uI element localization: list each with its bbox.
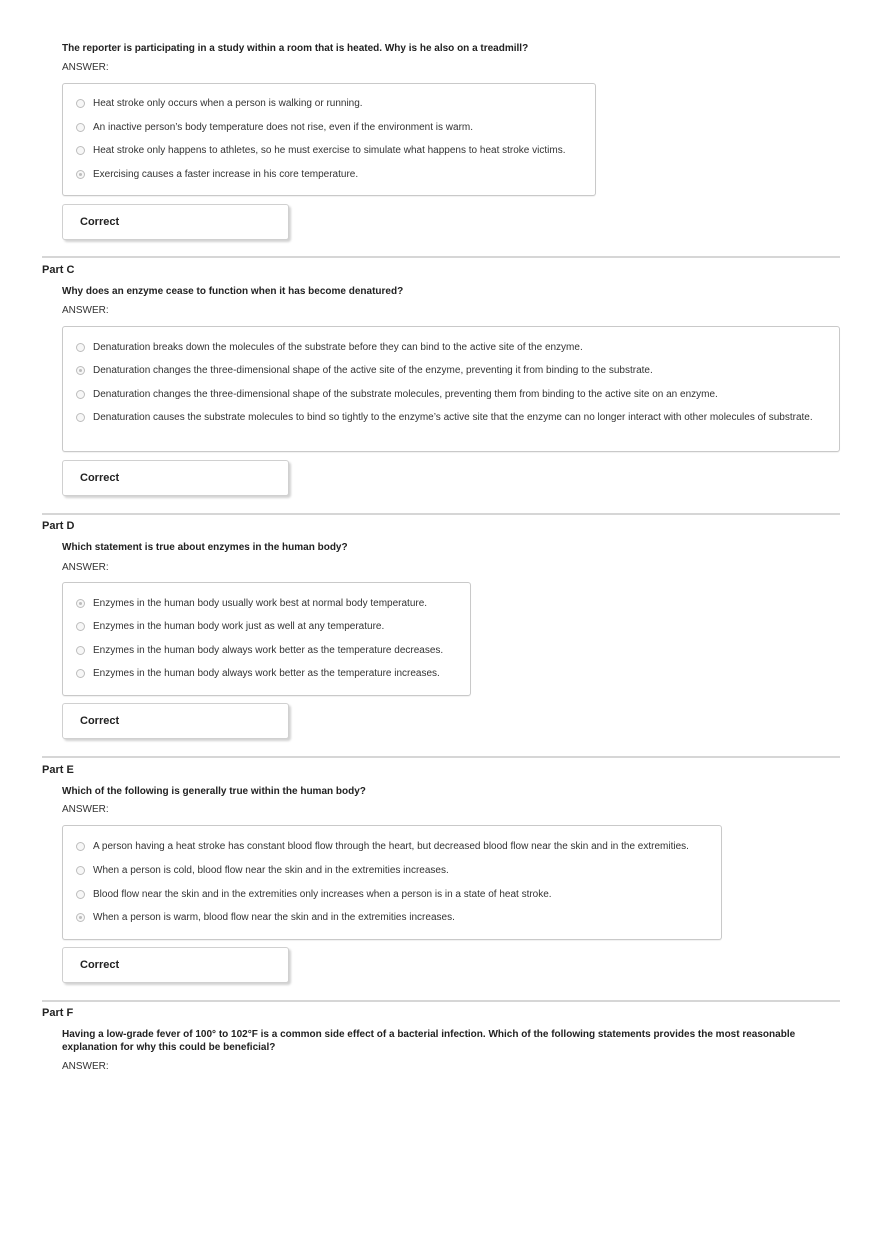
radio-button[interactable] — [76, 890, 85, 899]
choice-text: Heat stroke only occurs when a person is walking or running. — [93, 98, 363, 109]
question-part-f: Having a low-grade fever of 100° to 102°F is a common side effect of a bacterial infection. Which of the following statements provides the most reasonable explanation for why this could be beneficial? — [62, 1029, 796, 1053]
question-part-c: Why does an enzyme cease to function when it has become denatured? — [62, 286, 404, 297]
section-divider — [42, 1000, 840, 1002]
feedback-correct: Correct — [62, 947, 289, 983]
radio-button[interactable] — [76, 123, 85, 132]
question-part-b: The reporter is participating in a study within a room that is heated. Why is he also on a treadmill? — [62, 43, 529, 54]
answer-choice[interactable] — [63, 667, 460, 680]
radio-button[interactable] — [76, 646, 85, 655]
feedback-correct: Correct — [62, 204, 289, 240]
answer-choice[interactable] — [63, 97, 585, 110]
choice-text: Exercising causes a faster increase in his core temperature. — [93, 169, 359, 180]
answer-choices — [62, 825, 722, 940]
answer-choice[interactable] — [63, 341, 829, 354]
answer-choice[interactable] — [63, 121, 585, 134]
radio-button[interactable] — [76, 99, 85, 108]
choice-text: Enzymes in the human body usually work best at normal body temperature. — [93, 598, 428, 609]
radio-button[interactable] — [76, 146, 85, 155]
radio-button[interactable] — [76, 866, 85, 875]
section-divider — [42, 256, 840, 258]
answer-choice[interactable] — [63, 144, 585, 157]
part-title: Part D — [42, 520, 75, 532]
part-title: Part E — [42, 764, 74, 776]
answer-choice[interactable] — [63, 864, 711, 877]
question-part-e: Which of the following is generally true within the human body? — [62, 786, 366, 797]
radio-button-selected[interactable] — [76, 913, 85, 922]
answer-choices — [62, 326, 840, 452]
radio-button[interactable] — [76, 413, 85, 422]
radio-button-selected[interactable] — [76, 366, 85, 375]
feedback-correct: Correct — [62, 703, 289, 739]
choice-text: Denaturation causes the substrate molecules to bind so tightly to the enzyme’s active site that the enzyme can no longer interact with other molecules of substrate. — [93, 412, 813, 423]
answer-choice[interactable] — [63, 388, 829, 401]
part-title: Part F — [42, 1007, 74, 1019]
answer-label: ANSWER: — [62, 804, 109, 815]
answer-label: ANSWER: — [62, 1061, 109, 1072]
answer-choice[interactable] — [63, 840, 711, 853]
radio-button[interactable] — [76, 343, 85, 352]
choice-text: Heat stroke only happens to athletes, so he must exercise to simulate what happens to heat stroke victims. — [93, 145, 566, 156]
answer-choices — [62, 582, 471, 696]
radio-button[interactable] — [76, 390, 85, 399]
answer-choice[interactable] — [63, 888, 711, 901]
section-divider — [42, 513, 840, 515]
answer-choice[interactable] — [63, 911, 711, 924]
choice-text: Enzymes in the human body work just as well at any temperature. — [93, 621, 385, 632]
answer-choice[interactable] — [63, 364, 829, 377]
answer-label: ANSWER: — [62, 562, 109, 573]
answer-choice[interactable] — [63, 411, 829, 424]
feedback-correct: Correct — [62, 460, 289, 496]
radio-button[interactable] — [76, 622, 85, 631]
choice-text: An inactive person’s body temperature does not rise, even if the environment is warm. — [93, 122, 474, 133]
radio-button[interactable] — [76, 842, 85, 851]
section-divider — [42, 756, 840, 758]
choice-text: Enzymes in the human body always work better as the temperature decreases. — [93, 645, 444, 656]
question-part-d: Which statement is true about enzymes in the human body? — [62, 542, 348, 553]
choice-text: Denaturation changes the three-dimensional shape of the substrate molecules, preventing them from binding to the active site on an enzyme. — [93, 389, 718, 400]
answer-choice[interactable] — [63, 597, 460, 610]
answer-choice[interactable] — [63, 644, 460, 657]
part-title: Part C — [42, 264, 75, 276]
choice-text: A person having a heat stroke has constant blood flow through the heart, but decreased blood flow near the skin and in the extremities. — [93, 841, 689, 852]
answer-label: ANSWER: — [62, 305, 109, 316]
choice-text: Denaturation breaks down the molecules of the substrate before they can bind to the active site of the enzyme. — [93, 342, 583, 353]
radio-button[interactable] — [76, 669, 85, 678]
radio-button-selected[interactable] — [76, 599, 85, 608]
choice-text: When a person is warm, blood flow near the skin and in the extremities increases. — [93, 912, 455, 923]
radio-button-selected[interactable] — [76, 170, 85, 179]
choice-text: When a person is cold, blood flow near the skin and in the extremities increases. — [93, 865, 449, 876]
choice-text: Denaturation changes the three-dimensional shape of the active site of the enzyme, preventing it from binding to the substrate. — [93, 365, 653, 376]
choice-text: Enzymes in the human body always work better as the temperature increases. — [93, 668, 440, 679]
answer-label: ANSWER: — [62, 62, 109, 73]
answer-choice[interactable] — [63, 620, 460, 633]
answer-choice[interactable] — [63, 168, 585, 181]
choice-text: Blood flow near the skin and in the extremities only increases when a person is in a state of heat stroke. — [93, 889, 552, 900]
answer-choices — [62, 83, 596, 196]
